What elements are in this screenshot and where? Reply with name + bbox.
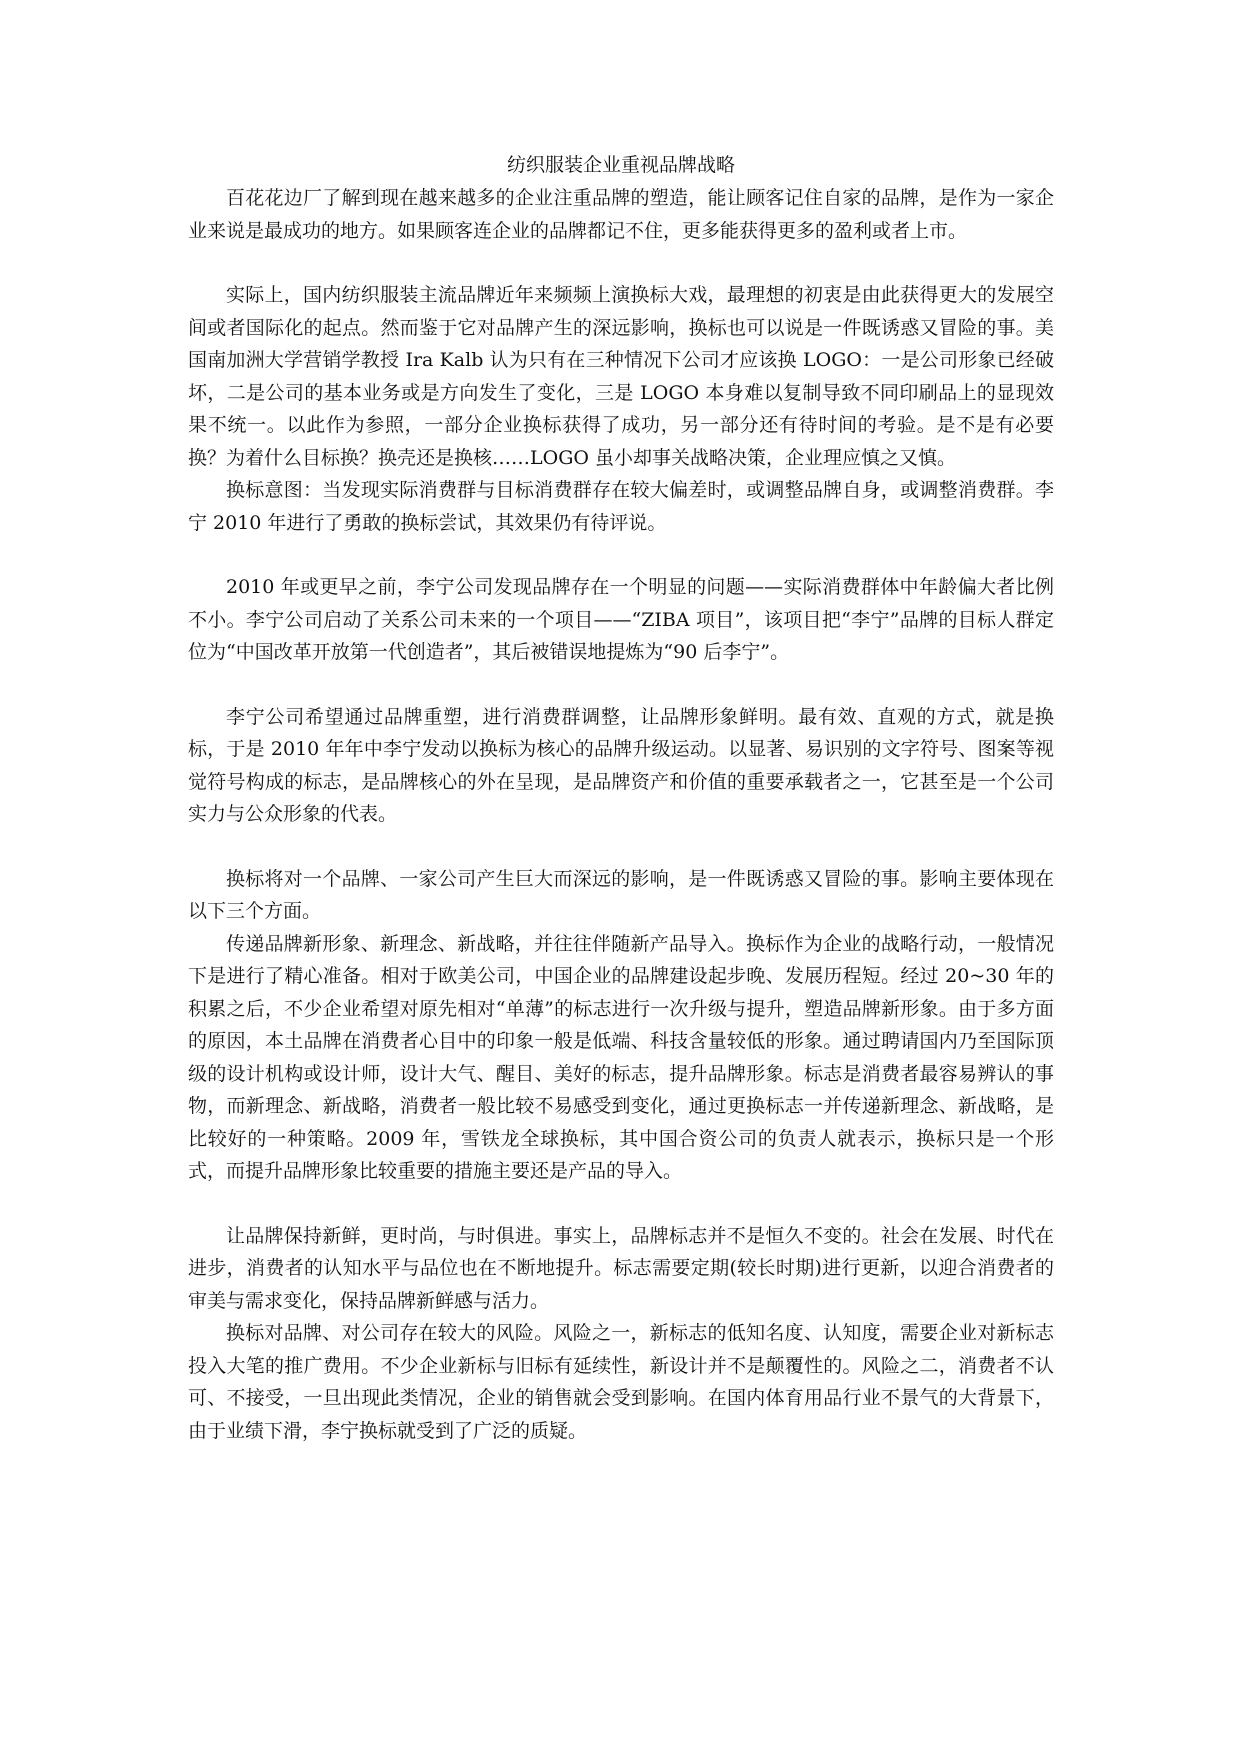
paragraph-intent: 换标意图：当发现实际消费群与目标消费群存在较大偏差时，或调整品牌自身，或调整消费群。李宁 2010 年进行了勇敢的换标尝试，其效果仍有待评说。 — [188, 479, 1054, 534]
paragraph-impact: 换标将对一个品牌、一家公司产生巨大而深远的影响，是一件既诱惑又冒险的事。影响主要体现在以下三个方面。 — [188, 867, 1054, 922]
paragraph-gap — [188, 831, 1054, 863]
paragraph-gap — [188, 539, 1054, 571]
document-page — [188, 148, 1054, 1447]
paragraph-gap — [188, 247, 1054, 279]
paragraph-lining-2010: 2010 年或更早之前，李宁公司发现品牌存在一个明显的问题——实际消费群体中年龄偏大者比例不小。李宁公司启动了关系公司未来的一个项目——“ZIBA 项目”，该项目把“李宁”品牌的目标人群定位为“中国改革开放第一代创造者”，其后被错误地提炼为“90 后李宁”。 — [188, 576, 1054, 663]
paragraph-freshness: 让品牌保持新鲜，更时尚，与时俱进。事实上，品牌标志并不是恒久不变的。社会在发展、时代在进步，消费者的认知水平与品位也在不断地提升。标志需要定期(较长时期)进行更新，以迎合消费者的审美与需求变化，保持品牌新鲜感与活力。 — [188, 1224, 1054, 1312]
paragraph-gap — [188, 669, 1054, 701]
paragraph-logo-change: 实际上，国内纺织服装主流品牌近年来频频上演换标大戏，最理想的初衷是由此获得更大的发展空间或者国际化的起点。然而鉴于它对品牌产生的深远影响，换标也可以说是一件既诱惑又冒险的事。美国南加洲大学营销学教授 Ira Kalb 认为只有在三种情况下公司才应该换 LOGO：一是公司形象已经破坏，二是公司的基本业务或是方向发生了变化，三是 LOGO 本身难以复制导致不同印刷品上的显现效果不统一。以此作为参照，一部分企业换标获得了成功，另一部分还有待时间的考验。是不是有必要换？为着什么目标换？换壳还是换核……LOGO 虽小却事关战略决策，企业理应慎之又慎。 — [188, 284, 1054, 469]
paragraph-new-image: 传递品牌新形象、新理念、新战略，并往往伴随新产品导入。换标作为企业的战略行动，一般情况下是进行了精心准备。相对于欧美公司，中国企业的品牌建设起步晚、发展历程短。经过 20~30 年的积累之后，不少企业希望对原先相对“单薄”的标志进行一次升级与提升，塑造品牌新形象。由于多方面的原因，本土品牌在消费者心目中的印象一般是低端、科技含量较低的形象。通过聘请国内乃至国际顶级的设计机构或设计师，设计大气、醒目、美好的标志，提升品牌形象。标志是消费者最容易辨认的事物，而新理念、新战略，消费者一般比较不易感受到变化，通过更换标志一并传递新理念、新战略，是比较好的一种策略。2009 年，雪铁龙全球换标，其中国合资公司的负责人就表示，换标只是一个形式，而提升品牌形象比较重要的措施主要还是产品的导入。 — [188, 932, 1054, 1182]
paragraph-rebranding: 李宁公司希望通过品牌重塑，进行消费群调整，让品牌形象鲜明。最有效、直观的方式，就是换标，于是 2010 年年中李宁发动以换标为核心的品牌升级运动。以显著、易识别的文字符号、图案等视觉符号构成的标志，是品牌核心的外在呈现，是品牌资产和价值的重要承载者之一，它甚至是一个公司实力与公众形象的代表。 — [188, 705, 1054, 825]
paragraph-gap — [188, 1188, 1054, 1220]
document-title: 纺织服装企业重视品牌战略 — [506, 154, 735, 176]
paragraph-intro: 百花花边厂了解到现在越来越多的企业注重品牌的塑造，能让顾客记住自家的品牌，是作为一家企业来说是最成功的地方。如果顾客连企业的品牌都记不住，更多能获得更多的盈利或者上市。 — [188, 187, 1054, 242]
paragraph-risk: 换标对品牌、对公司存在较大的风险。风险之一，新标志的低知名度、认知度，需要企业对新标志投入大笔的推广费用。不少企业新标与旧标有延续性，新设计并不是颠覆性的。风险之二，消费者不认可、不接受，一旦出现此类情况，企业的销售就会受到影响。在国内体育用品行业不景气的大背景下，由于业绩下滑，李宁换标就受到了广泛的质疑。 — [188, 1322, 1054, 1442]
